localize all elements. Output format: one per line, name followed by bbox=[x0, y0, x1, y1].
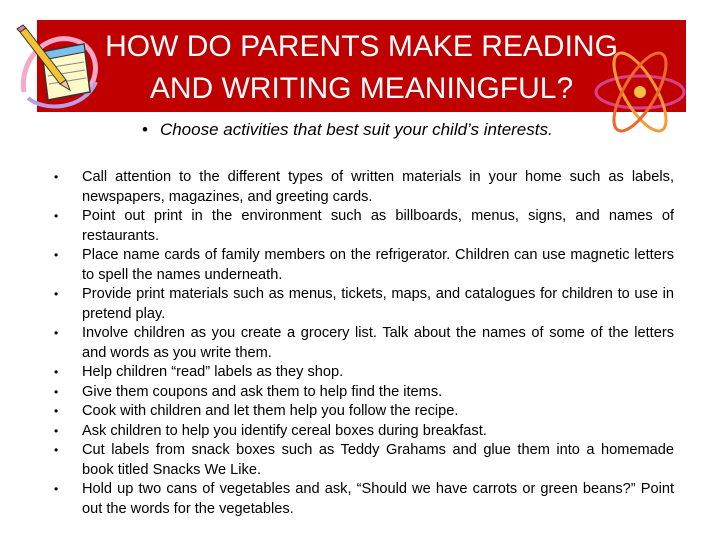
activity-list bbox=[50, 168, 674, 519]
subtitle-text: Choose activities that best suit your child’s interests. bbox=[159, 120, 553, 139]
list-item: • Cut labels from snack boxes such as Teddy Grahams and glue them into a homemade book titled Snacks We Like. bbox=[50, 441, 674, 480]
subtitle-bullet-mark: • bbox=[142, 120, 148, 139]
list-item: • Give them coupons and ask them to help find the items. bbox=[50, 383, 674, 403]
list-item: • Call attention to the different types of written materials in your home such as labels, newspapers, magazines, and greeting cards. bbox=[50, 168, 674, 207]
page-title bbox=[37, 26, 686, 110]
list-item: • Point out print in the environment such as billboards, menus, signs, and names of restaurants. bbox=[50, 207, 674, 246]
list-item: • Place name cards of family members on the refrigerator. Children can use magnetic letters to spell the names underneath. bbox=[50, 246, 674, 285]
list-item: • Provide print materials such as menus, tickets, maps, and catalogues for children to use in pretend play. bbox=[50, 285, 674, 324]
list-item: • Cook with children and let them help you follow the recipe. bbox=[50, 402, 674, 422]
list-item: • Help children “read” labels as they shop. bbox=[50, 363, 674, 383]
list-item: • Hold up two cans of vegetables and ask, “Should we have carrots or green beans?” Point out the words for the vegetables. bbox=[50, 480, 674, 519]
title-line-2: AND WRITING MEANINGFUL? bbox=[149, 72, 574, 105]
title-line-1: HOW DO PARENTS MAKE READING bbox=[105, 30, 618, 63]
list-item: • Involve children as you create a grocery list. Talk about the names of some of the letters and words as you write them. bbox=[50, 324, 674, 363]
list-item: • Ask children to help you identify cereal boxes during breakfast. bbox=[50, 422, 674, 442]
subtitle-bullet bbox=[142, 120, 622, 140]
